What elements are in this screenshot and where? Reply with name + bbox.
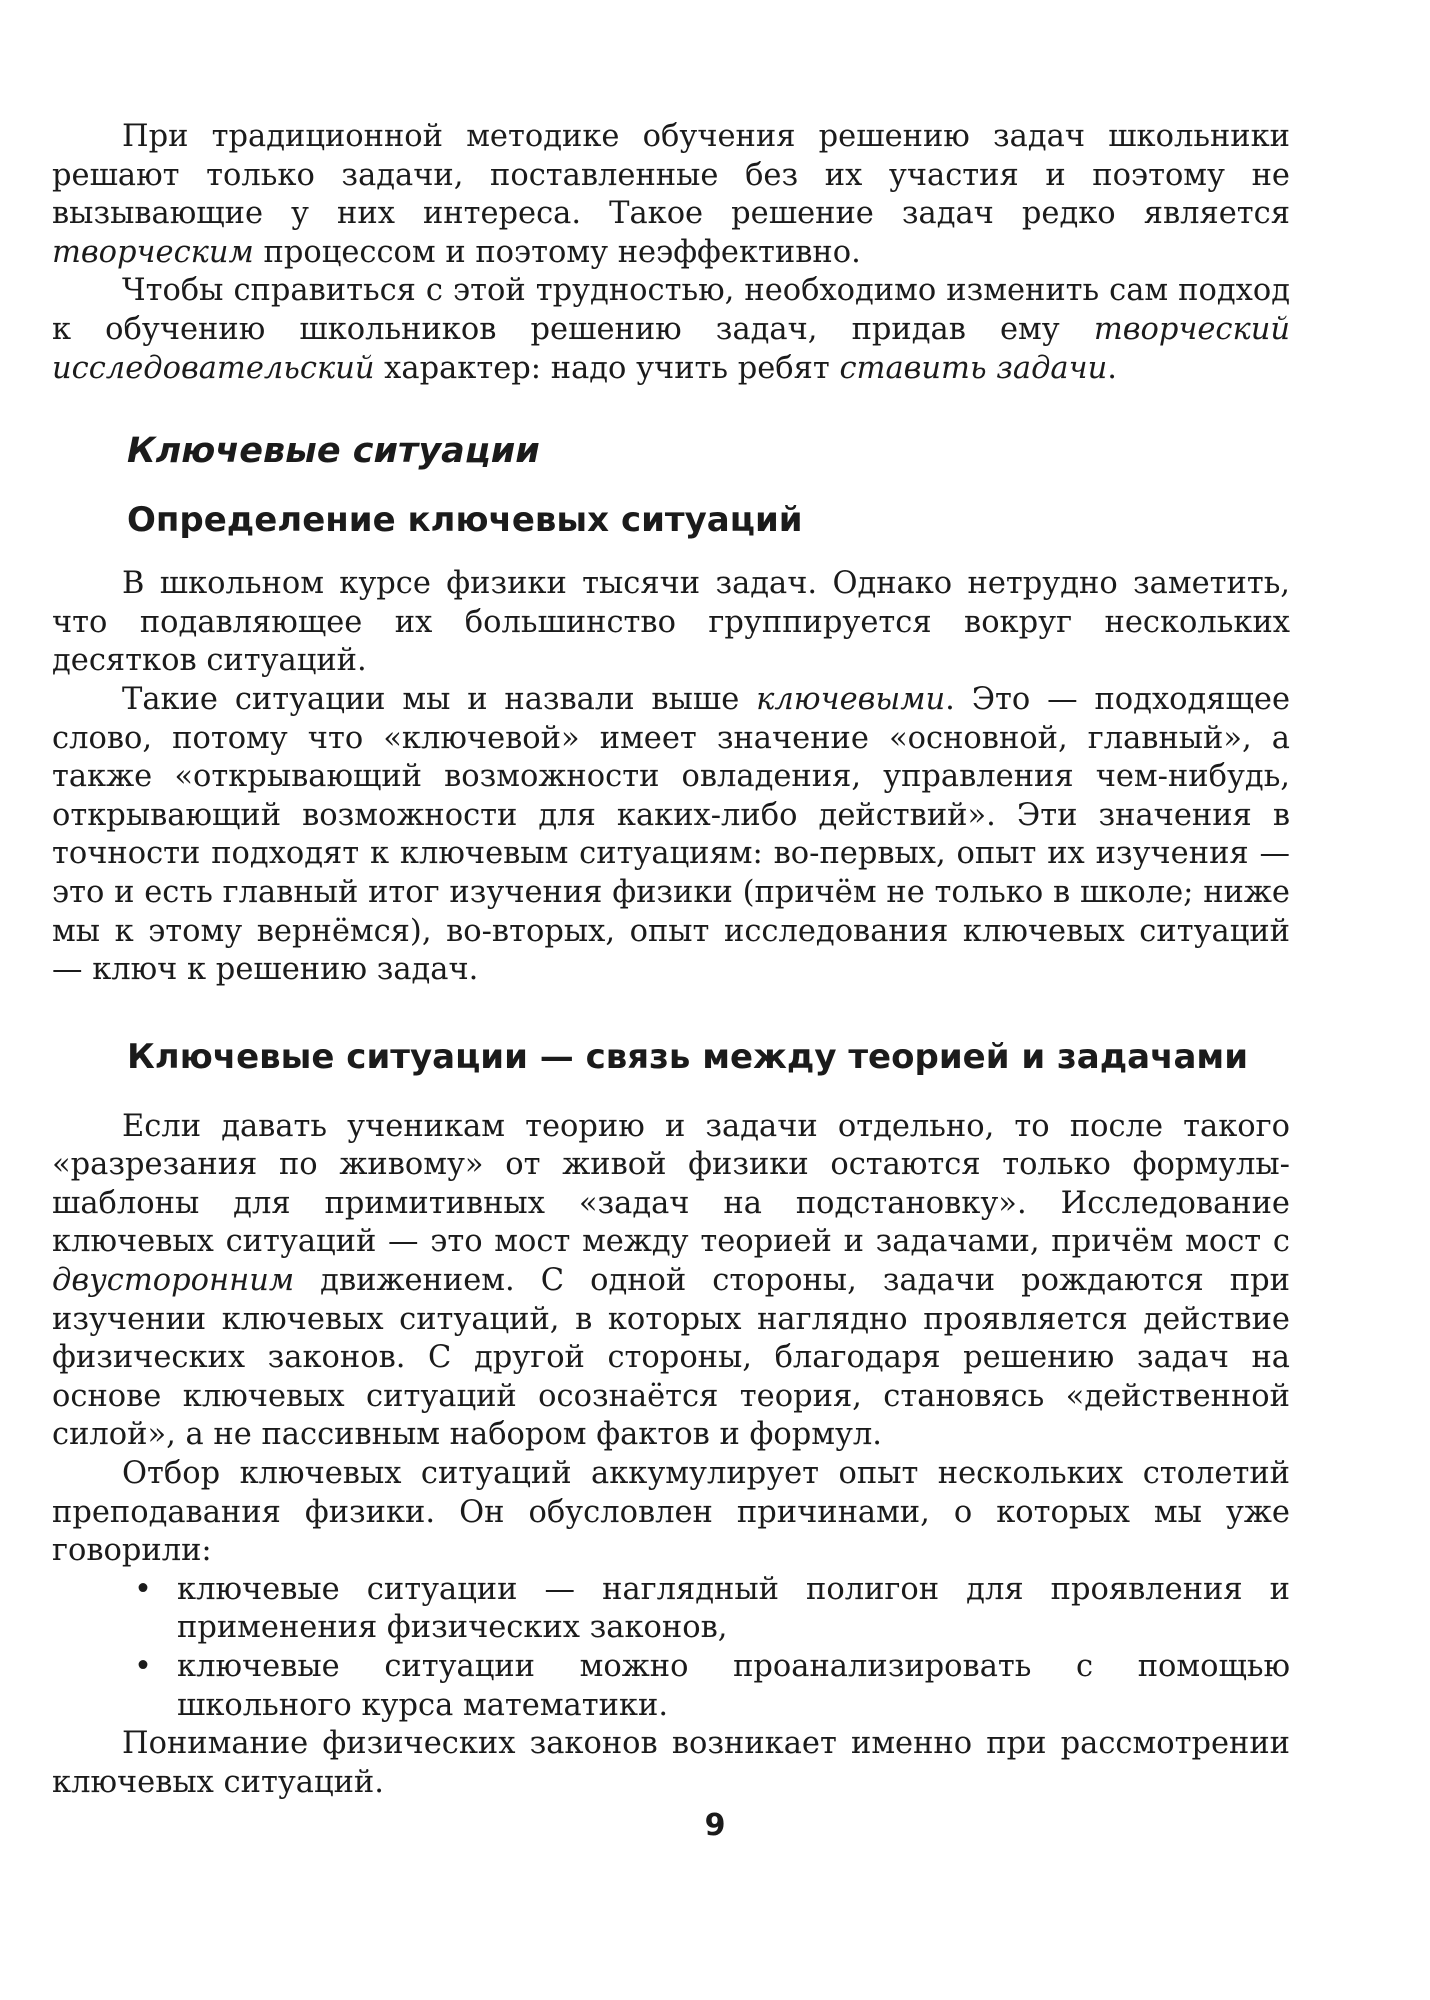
intro-paragraph-2: Чтобы справиться с этой трудностью, необходимо изменить сам подход к обучению школьников решению задач, придав ему творческий исследовательский характер: надо учить ребят ставить задачи.	[52, 273, 1290, 386]
page-number: 9	[704, 1808, 726, 1843]
reasons-list	[52, 1571, 1290, 1725]
bullet-icon: •	[134, 1649, 152, 1684]
page-content	[52, 118, 1290, 1802]
link-paragraph-2: Отбор ключевых ситуаций аккумулирует опыт нескольких столетий преподавания физики. Он обусловлен причинами, о которых мы уже говорили:	[52, 1456, 1290, 1569]
intro-paragraph-1: При традиционной методике обучения решению задач школьники решают только задачи, поставленные без их участия и поэтому не вызывающие у них интереса. Такое решение задач редко является творческим процессом и поэтому неэффективно.	[52, 119, 1290, 270]
section-heading-key-situations: Ключевые ситуации	[127, 431, 540, 472]
subheading-definition: Определение ключевых ситуаций	[127, 500, 803, 541]
list-item: • ключевые ситуации — наглядный полигон для проявления и применения физических законов,	[134, 1571, 1290, 1646]
definition-paragraph-2: Такие ситуации мы и назвали выше ключевыми. Это — подходящее слово, потому что «ключевой» имеет значение «основной, главный», а также «открывающий возможности овладения, управления чем-нибудь, открывающий возможности для каких-либо действий». Эти значения в точности подходят к ключевым ситуациям: во-первых, опыт их изучения — это и есть главный итог изучения физики (причём не только в школе; ниже мы к этому вернёмся), во-вторых, опыт исследования ключевых ситуаций — ключ к решению задач.	[52, 681, 1290, 988]
link-paragraph-3: Понимание физических законов возникает именно при рассмотрении ключевых ситуаций.	[52, 1726, 1290, 1800]
link-paragraph-1: Если давать ученикам теорию и задачи отдельно, то после такого «разрезания по живому» от живой физики остаются только формулы-шаблоны для примитивных «задач на подстановку». Исследование ключевых ситуаций — это мост между теорией и задачами, причём мост с двусторонним движением. С одной стороны, задачи рождаются при изучении ключевых ситуаций, в которых наглядно проявляется действие физических законов. С другой стороны, благодаря решению задач на основе ключевых ситуаций осознаётся теория, становясь «действенной силой», а не пассивным набором фактов и формул.	[52, 1108, 1290, 1453]
bullet-icon: •	[134, 1571, 152, 1607]
list-item: • ключевые ситуации можно проанализировать с помощью школьного курса математики.	[134, 1649, 1290, 1723]
subheading-theory-link: Ключевые ситуации — связь между теорией и задачами	[127, 1036, 1249, 1077]
definition-paragraph-1: В школьном курсе физики тысячи задач. Однако нетрудно заметить, что подавляющее их большинство группируется вокруг нескольких десятков ситуаций.	[52, 566, 1290, 679]
